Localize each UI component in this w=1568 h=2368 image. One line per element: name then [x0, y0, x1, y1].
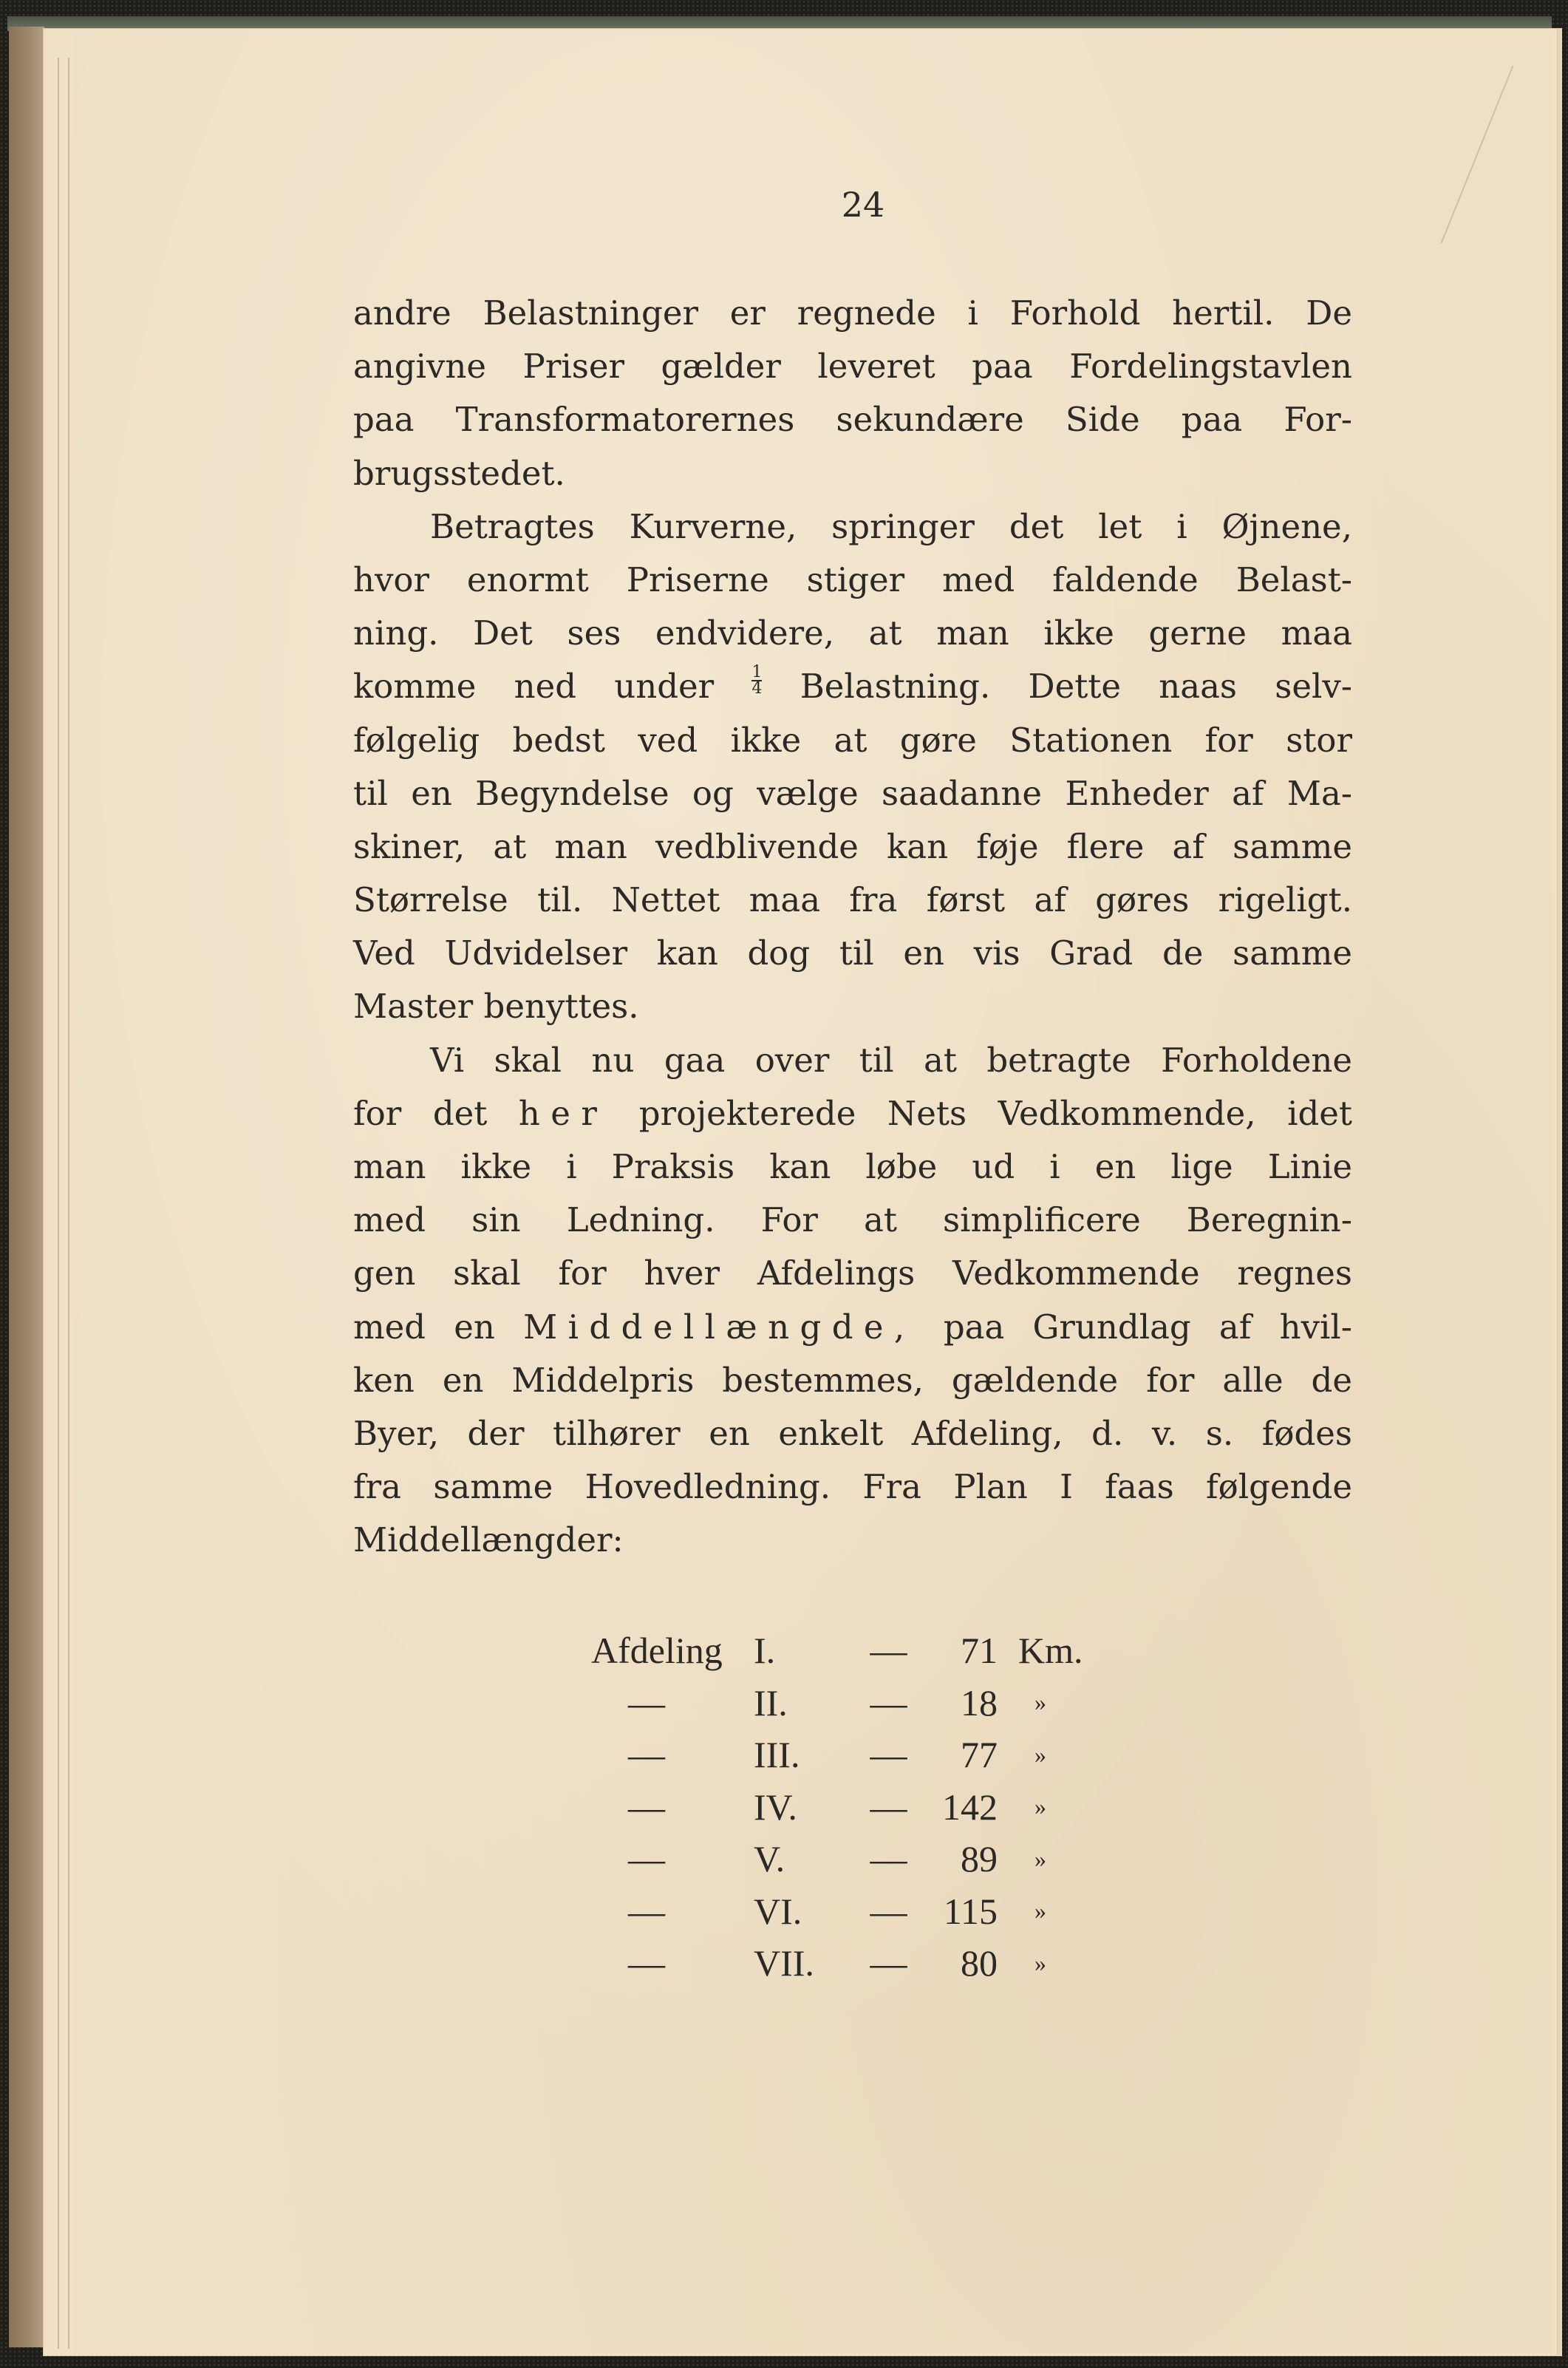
paragraph: [353, 287, 1352, 500]
text-line: andre Belastninger er regnede i Forhold hertil. De: [353, 293, 1352, 333]
page-edge-line: [58, 58, 59, 2349]
page-number: 24: [841, 185, 885, 225]
unit: »: [1034, 1897, 1046, 1925]
book-spine-strip: [9, 27, 44, 2347]
length-value: 77: [961, 1734, 998, 1776]
length-value: 115: [943, 1890, 998, 1932]
table-row: [591, 1677, 1116, 1729]
table-row: [591, 1781, 1116, 1834]
middle-lengths-table: [591, 1624, 1116, 1990]
text-line: ning. Det ses endvidere, at man ikke gerne maa: [353, 613, 1352, 653]
text-line: med sin Ledning. For at simplificere Beregnin-: [353, 1200, 1352, 1240]
text-line: komme ned under $\frac{1}{4}$ Belastning. Dette naas selv-: [353, 663, 1353, 707]
section-number: VI.: [754, 1890, 802, 1932]
row-label: Afdeling: [591, 1630, 723, 1672]
dash-separator: —: [870, 1838, 907, 1880]
table-row: [591, 1729, 1116, 1781]
text-line: Middellængder:: [353, 1520, 624, 1560]
dash-separator: —: [870, 1786, 907, 1828]
body-text: [353, 287, 1352, 1568]
row-label: —: [628, 1734, 665, 1776]
text-line: skiner, at man vedblivende kan føje flere af samme: [353, 826, 1352, 866]
paper-crease: [1441, 66, 1516, 243]
text-line: Størrelse til. Nettet maa fra først af gøres rigeligt.: [353, 880, 1352, 920]
section-number: I.: [754, 1630, 776, 1672]
length-value: 80: [961, 1942, 998, 1984]
paragraph: [353, 1034, 1352, 1568]
fraction: $\frac{1}{4}$: [751, 663, 763, 698]
unit: »: [1034, 1793, 1046, 1820]
unit: »: [1034, 1741, 1046, 1768]
text-line: Vi skal nu gaa over til at betragte Forholdene: [430, 1040, 1352, 1080]
row-label: —: [628, 1786, 665, 1828]
table-row: [591, 1833, 1116, 1885]
unit: »: [1034, 1949, 1046, 1976]
table-row: [591, 1885, 1116, 1938]
text-line: ken en Middelpris bestemmes, gældende for alle de: [353, 1360, 1352, 1400]
table-row: [591, 1624, 1116, 1677]
text-line: med en Middellængde, paa Grundlag af hvil-: [353, 1307, 1352, 1347]
text-line: brugsstedet.: [353, 453, 565, 493]
emphasized-word: Middellængde,: [523, 1307, 916, 1347]
length-value: 89: [961, 1838, 998, 1880]
text-line: Ved Udvidelser kan dog til en vis Grad de samme: [353, 933, 1352, 973]
text-line: Byer, der tilhører en enkelt Afdeling, d. v. s. fødes: [353, 1413, 1352, 1453]
emphasized-word: her: [518, 1093, 608, 1133]
length-value: 18: [961, 1681, 998, 1724]
unit: »: [1034, 1845, 1046, 1872]
text-line: Master benyttes.: [353, 987, 639, 1027]
dash-separator: —: [870, 1630, 907, 1672]
text-line: gen skal for hver Afdelings Vedkommende regnes: [353, 1253, 1352, 1293]
text-line: paa Transformatorernes sekundære Side paa For-: [353, 400, 1352, 440]
length-value: 71: [961, 1630, 998, 1672]
dash-separator: —: [870, 1942, 907, 1984]
paragraph: [353, 500, 1352, 1034]
row-label: —: [628, 1681, 665, 1724]
text-line: man ikke i Praksis kan løbe ud i en lige Linie: [353, 1147, 1352, 1186]
row-label: —: [628, 1890, 665, 1932]
section-number: III.: [754, 1734, 800, 1776]
section-number: IV.: [754, 1786, 797, 1828]
text-line: angivne Priser gælder leveret paa Fordelingstavlen: [353, 347, 1352, 387]
table-row: [591, 1937, 1116, 1990]
dash-separator: —: [870, 1681, 907, 1724]
dash-separator: —: [870, 1890, 907, 1932]
length-value: 142: [942, 1786, 998, 1828]
text-line: hvor enormt Priserne stiger med faldende Belast-: [353, 559, 1352, 599]
section-number: VII.: [754, 1942, 814, 1984]
text-line: Betragtes Kurverne, springer det let i Øjnene,: [430, 506, 1352, 546]
row-label: —: [628, 1942, 665, 1984]
unit: Km.: [1018, 1630, 1083, 1672]
unit: »: [1034, 1689, 1046, 1716]
section-number: V.: [754, 1838, 785, 1880]
text-line: til en Begyndelse og vælge saadanne Enheder af Ma-: [353, 773, 1352, 813]
text-line: fra samme Hovedledning. Fra Plan I faas følgende: [353, 1467, 1352, 1507]
section-number: II.: [754, 1681, 788, 1724]
text-line: for det her projekterede Nets Vedkommende, idet: [353, 1093, 1352, 1133]
row-label: —: [628, 1838, 665, 1880]
dash-separator: —: [870, 1734, 907, 1776]
text-line: følgelig bedst ved ikke at gøre Stationen for stor: [353, 720, 1352, 760]
page-edge-line: [68, 58, 69, 2349]
